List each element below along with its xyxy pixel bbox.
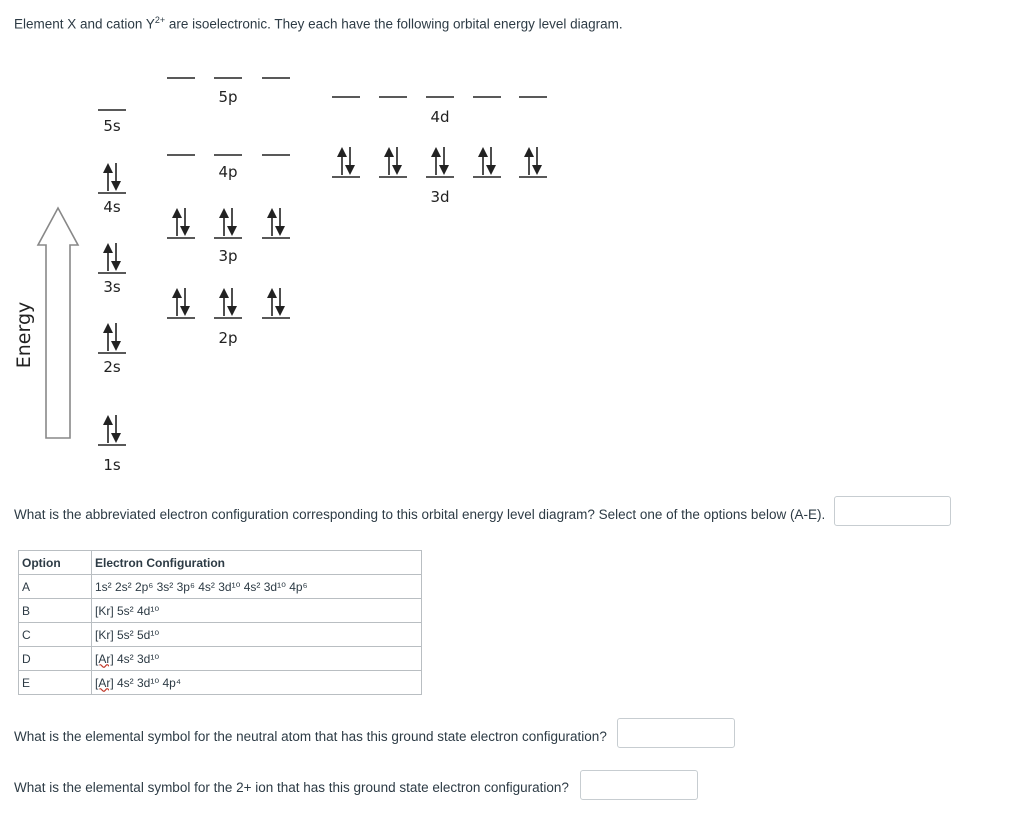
- spin-down-arrow-icon: [180, 226, 190, 236]
- option-configuration: [Kr] 5s² 5d¹⁰: [92, 623, 422, 647]
- spin-up-arrow-icon: [337, 147, 347, 157]
- option-letter: A: [19, 575, 92, 599]
- spin-down-arrow-icon: [180, 306, 190, 316]
- table-header-row: [19, 551, 422, 575]
- sublevel-label: 5p: [218, 88, 238, 106]
- energy-axis-label: Energy: [13, 301, 35, 369]
- spin-up-arrow-icon: [103, 415, 113, 425]
- option-configuration: [Kr] 5s² 4d¹⁰: [92, 599, 422, 623]
- spin-up-arrow-icon: [219, 288, 229, 298]
- spin-up-arrow-icon: [103, 323, 113, 333]
- table-row: [19, 623, 422, 647]
- spin-down-arrow-icon: [111, 261, 121, 271]
- spin-down-arrow-icon: [227, 306, 237, 316]
- spin-up-arrow-icon: [172, 208, 182, 218]
- sublevel-label: 1s: [103, 456, 121, 474]
- spin-up-arrow-icon: [524, 147, 534, 157]
- sublevel-label: 4s: [103, 198, 121, 216]
- sublevel-label: 4d: [430, 108, 450, 126]
- spin-up-arrow-icon: [267, 208, 277, 218]
- sublevel-label: 3d: [430, 188, 450, 206]
- option-configuration: [92, 671, 422, 695]
- spin-down-arrow-icon: [439, 165, 449, 175]
- spin-up-arrow-icon: [478, 147, 488, 157]
- charge-superscript: 2+: [154, 15, 166, 25]
- spin-down-arrow-icon: [392, 165, 402, 175]
- option-configuration: [92, 647, 422, 671]
- spin-down-arrow-icon: [275, 306, 285, 316]
- option-letter: B: [19, 599, 92, 623]
- intro-text-part: Element X and cation Y: [14, 16, 155, 32]
- question-1-answer-input[interactable]: [834, 496, 951, 526]
- question-3-text: What is the elemental symbol for the 2+ ion that has this ground state electron configuration?: [14, 780, 569, 795]
- spin-down-arrow-icon: [227, 226, 237, 236]
- spin-down-arrow-icon: [345, 165, 355, 175]
- table-row: [19, 599, 422, 623]
- option-letter: E: [19, 671, 92, 695]
- table-header-option: Option: [19, 551, 92, 575]
- options-table: [18, 550, 422, 695]
- spin-up-arrow-icon: [172, 288, 182, 298]
- configuration-remainder: 4s² 3d¹⁰ 4p⁴: [113, 675, 182, 690]
- question-2-answer-input[interactable]: [617, 718, 735, 748]
- spin-up-arrow-icon: [103, 243, 113, 253]
- sublevel-label: 2s: [103, 358, 121, 376]
- spin-up-arrow-icon: [384, 147, 394, 157]
- sublevel-label: 3p: [218, 247, 238, 265]
- configuration-remainder: 4s² 3d¹⁰: [113, 651, 160, 666]
- noble-gas-core: [Ar]: [95, 651, 114, 666]
- spin-down-arrow-icon: [111, 181, 121, 191]
- sublevel-label: 2p: [218, 329, 238, 347]
- spin-down-arrow-icon: [111, 341, 121, 351]
- option-letter: C: [19, 623, 92, 647]
- intro-text-part: are isoelectronic. They each have the following orbital energy level diagram.: [165, 16, 623, 32]
- table-row: [19, 647, 422, 671]
- table-row: [19, 671, 422, 695]
- spin-down-arrow-icon: [532, 165, 542, 175]
- spin-down-arrow-icon: [275, 226, 285, 236]
- spin-up-arrow-icon: [267, 288, 277, 298]
- sublevel-label: 4p: [218, 163, 238, 181]
- question-2-text: What is the elemental symbol for the neutral atom that has this ground state electron configuration?: [14, 729, 607, 744]
- spin-up-arrow-icon: [219, 208, 229, 218]
- spin-down-arrow-icon: [486, 165, 496, 175]
- question-1-text: What is the abbreviated electron configuration corresponding to this orbital energy level diagram? Select one of the options below (A-E).: [14, 507, 826, 522]
- spin-up-arrow-icon: [431, 147, 441, 157]
- sublevel-label: 5s: [103, 117, 121, 135]
- table-header-configuration: Electron Configuration: [92, 551, 422, 575]
- spin-down-arrow-icon: [111, 433, 121, 443]
- noble-gas-core: [Ar]: [95, 675, 114, 690]
- option-configuration: 1s² 2s² 2p⁶ 3s² 3p⁶ 4s² 3d¹⁰ 4s² 3d¹⁰ 4p⁶: [92, 575, 422, 599]
- spin-up-arrow-icon: [103, 163, 113, 173]
- sublevel-label: 3s: [103, 278, 121, 296]
- table-row: [19, 575, 422, 599]
- energy-arrow-icon: [38, 208, 78, 438]
- option-letter: D: [19, 647, 92, 671]
- question-3-answer-input[interactable]: [580, 770, 698, 800]
